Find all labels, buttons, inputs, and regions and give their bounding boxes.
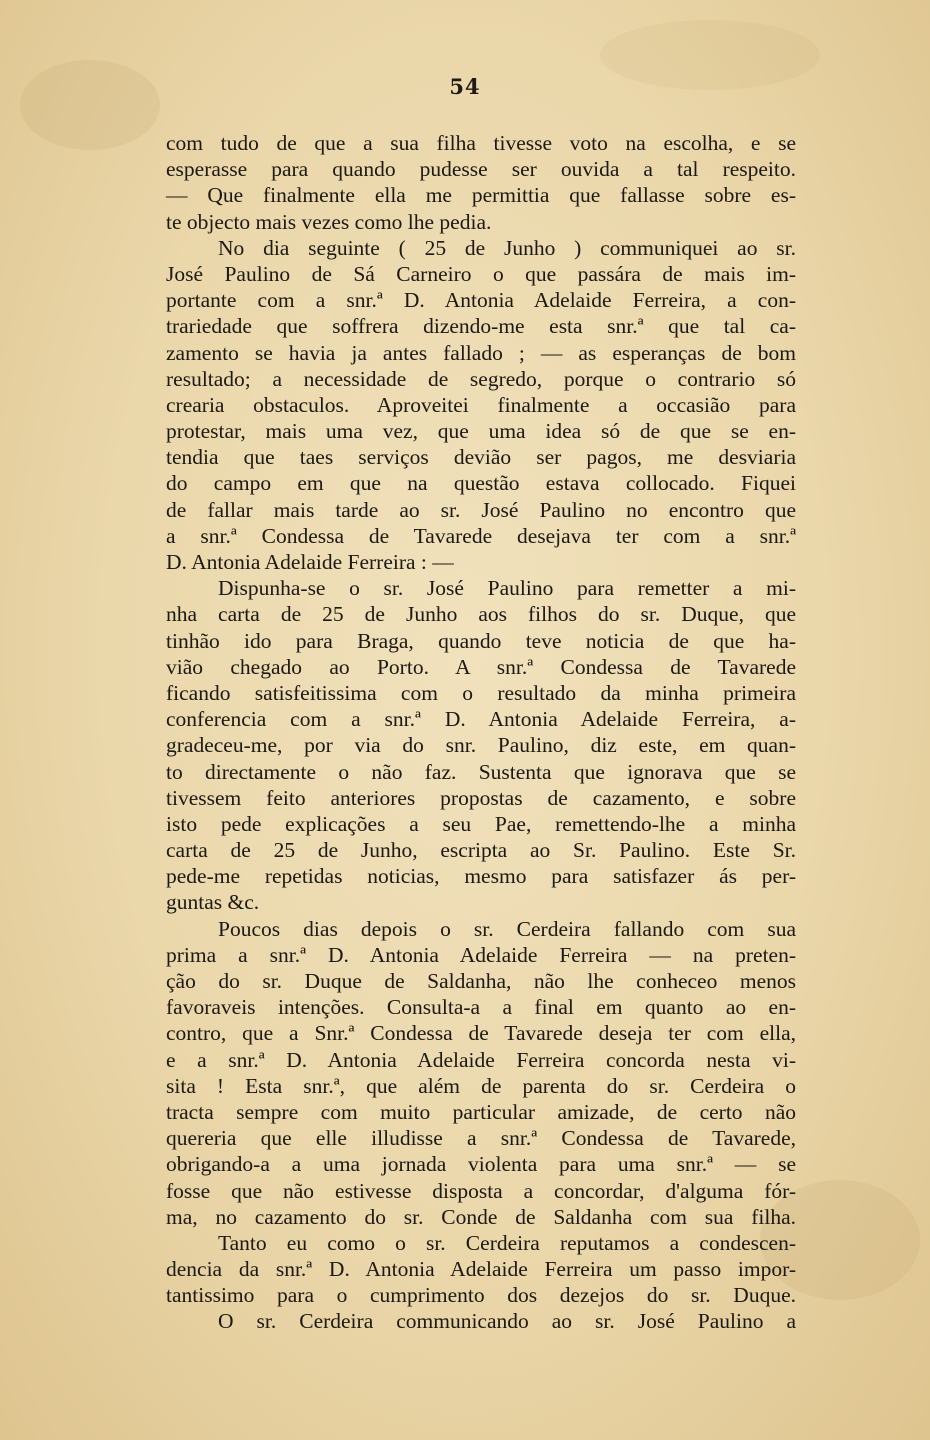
text-line: zamento se havia ja antes fallado ; — as esperanças de bom xyxy=(166,340,796,365)
text-line: tantissimo para o cumprimento dos dezejos do sr. Duque. xyxy=(166,1283,796,1308)
text-line: ção do sr. Duque de Saldanha, não lhe conheceo menos xyxy=(166,969,796,993)
text-line: José Paulino de Sá Carneiro o que passára de mais im- xyxy=(166,261,796,286)
text-line: vião chegado ao Porto. A snr.ª Condessa de Tavarede xyxy=(166,654,796,679)
text-line: crearia obstaculos. Aproveitei finalmente a occasião para xyxy=(166,392,796,417)
text-line: obrigando-a a uma jornada violenta para uma snr.ª — se xyxy=(166,1152,796,1177)
text-line: Tanto eu como o sr. Cerdeira reputamos a condescen- xyxy=(218,1230,796,1255)
text-line: a snr.ª Condessa de Tavarede desejava ter com a snr.ª xyxy=(166,523,796,548)
text-line: com tudo de que a sua filha tivesse voto na escolha, e se xyxy=(166,131,796,155)
text-line: te objecto mais vezes como lhe pedia. xyxy=(166,209,492,234)
text-line: pede-me repetidas noticias, mesmo para satisfazer ás per- xyxy=(166,864,796,889)
text-line: D. Antonia Adelaide Ferreira : — xyxy=(166,550,454,574)
text-line: dencia da snr.ª D. Antonia Adelaide Ferreira um passo impor- xyxy=(166,1257,796,1282)
text-line: contro, que a Snr.ª Condessa de Tavarede deseja ter com ella, xyxy=(166,1021,796,1046)
text-line: No dia seguinte ( 25 de Junho ) communiquei ao sr. xyxy=(218,235,796,260)
text-line: resultado; a necessidade de segredo, porque o contrario só xyxy=(166,366,796,391)
text-line: tracta sempre com muito particular amizade, de certo não xyxy=(166,1099,796,1124)
text-line: guntas &c. xyxy=(166,890,260,915)
body-text xyxy=(166,130,796,1335)
text-line: ficando satisfeitissima com o resultado da minha primeira xyxy=(166,680,796,705)
text-line: trariedade que soffrera dizendo-me esta snr.ª que tal ca- xyxy=(166,314,796,339)
text-line: favoraveis intenções. Consulta-a a final em quanto ao en- xyxy=(166,995,796,1020)
text-line: sita ! Esta snr.ª, que além de parenta do sr. Cerdeira o xyxy=(166,1073,796,1098)
text-line: esperasse para quando pudesse ser ouvida a tal respeito. xyxy=(166,157,796,182)
text-line: do campo em que na questão estava collocado. Fiquei xyxy=(166,471,796,496)
text-line: e a snr.ª D. Antonia Adelaide Ferreira concorda nesta vi- xyxy=(166,1047,796,1072)
text-line: isto pede explicações a seu Pae, remettendo-lhe a minha xyxy=(166,811,796,836)
text-line: ma, no cazamento do sr. Conde de Saldanha com sua filha. xyxy=(166,1204,796,1229)
page-number: 54 xyxy=(449,74,481,99)
text-line: gradeceu-me, por via do snr. Paulino, diz este, em quan- xyxy=(166,733,796,758)
text-line: Dispunha-se o sr. José Paulino para remetter a mi- xyxy=(218,576,796,601)
text-line: tivessem feito anteriores propostas de cazamento, e sobre xyxy=(166,785,796,810)
text-line: — Que finalmente ella me permittia que fallasse sobre es- xyxy=(166,183,796,208)
text-line: conferencia com a snr.ª D. Antonia Adelaide Ferreira, a- xyxy=(166,707,796,732)
text-line: O sr. Cerdeira communicando ao sr. José Paulino a xyxy=(218,1309,796,1334)
text-line: fosse que não estivesse disposta a concordar, d'alguma fór- xyxy=(166,1178,796,1203)
text-line: nha carta de 25 de Junho aos filhos do sr. Duque, que xyxy=(166,602,796,627)
text-line: quereria que elle illudisse a snr.ª Condessa de Tavarede, xyxy=(166,1126,796,1151)
text-line: de fallar mais tarde ao sr. José Paulino no encontro que xyxy=(166,497,796,522)
text-line: to directamente o não faz. Sustenta que ignorava que se xyxy=(166,759,796,784)
text-line: carta de 25 de Junho, escripta ao Sr. Paulino. Este Sr. xyxy=(166,838,796,863)
text-line: tendia que taes serviços devião ser pagos, me desviaria xyxy=(166,445,796,470)
text-line: Poucos dias depois o sr. Cerdeira fallando com sua xyxy=(218,916,796,941)
text-line: protestar, mais uma vez, que uma idea só de que se en- xyxy=(166,419,796,444)
text-line: tinhão ido para Braga, quando teve noticia de que ha- xyxy=(166,628,796,653)
text-line: prima a snr.ª D. Antonia Adelaide Ferreira — na preten- xyxy=(166,942,796,967)
text-line: portante com a snr.ª D. Antonia Adelaide Ferreira, a con- xyxy=(166,288,796,313)
